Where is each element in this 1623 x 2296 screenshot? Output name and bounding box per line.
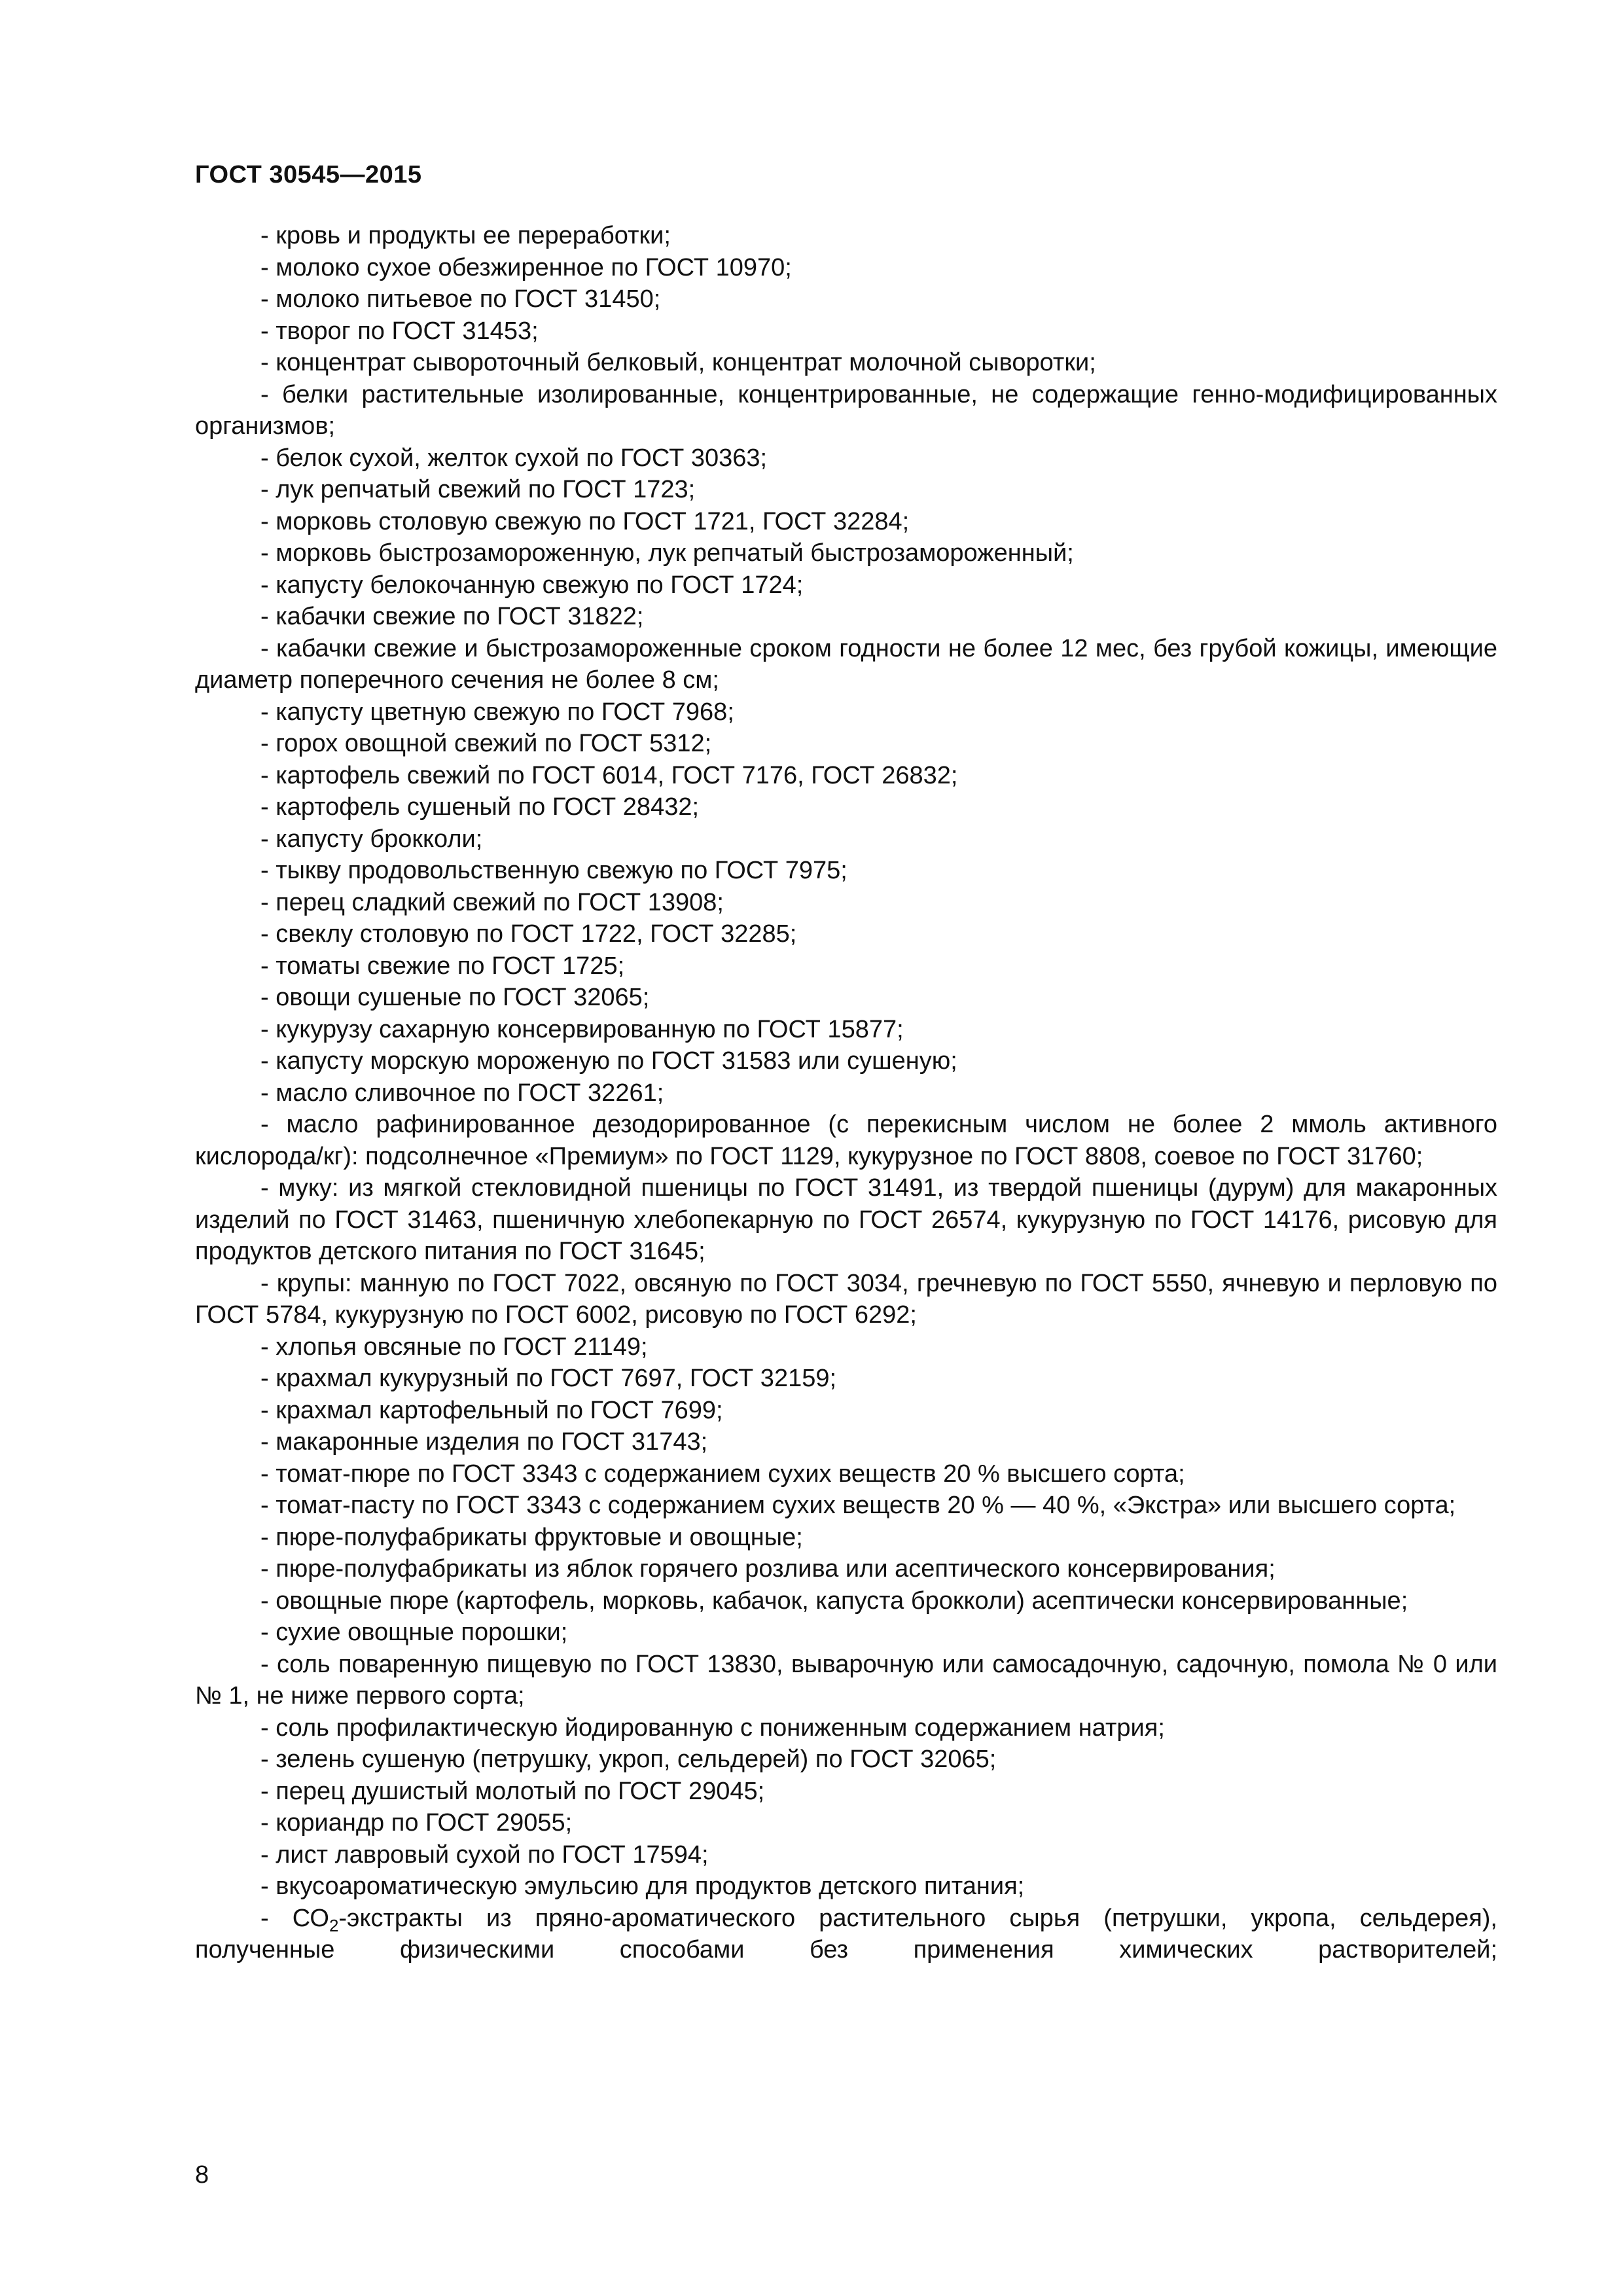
list-item: - крахмал кукурузный по ГОСТ 7697, ГОСТ 32159;	[260, 1365, 837, 1392]
list-item: - картофель свежий по ГОСТ 6014, ГОСТ 7176, ГОСТ 26832;	[260, 761, 958, 789]
list-item: - свеклу столовую по ГОСТ 1722, ГОСТ 32285;	[260, 920, 797, 948]
list-item: - горох овощной свежий по ГОСТ 5312;	[260, 730, 712, 757]
ingredient-list	[195, 220, 1497, 1966]
list-item: - томаты свежие по ГОСТ 1725;	[260, 952, 625, 980]
list-item: - пюре-полуфабрикаты фруктовые и овощные;	[260, 1523, 803, 1551]
standard-header: ГОСТ 30545—2015	[195, 161, 422, 188]
list-item: - крупы: манную по ГОСТ 7022, овсяную по ГОСТ 3034, гречневую по ГОСТ 5550, ячневую и перловую по ГОСТ 5784, кукурузную по ГОСТ 6002, рисовую по ГОСТ 6292;	[195, 1269, 1497, 1329]
list-item: - белок сухой, желток сухой по ГОСТ 30363;	[260, 444, 768, 472]
list-item: - лист лавровый сухой по ГОСТ 17594;	[260, 1840, 709, 1869]
list-item: - капусту брокколи;	[260, 825, 483, 853]
list-item: - перец сладкий свежий по ГОСТ 13908;	[260, 888, 724, 916]
list-item: - молоко сухое обезжиренное по ГОСТ 10970;	[260, 253, 792, 281]
list-item: - сухие овощные порошки;	[260, 1619, 568, 1646]
list-item: - тыкву продовольственную свежую по ГОСТ 7975;	[260, 857, 847, 884]
list-item: - творог по ГОСТ 31453;	[260, 317, 539, 345]
list-item: - макаронные изделия по ГОСТ 31743;	[260, 1428, 708, 1456]
list-item: - хлопья овсяные по ГОСТ 21149;	[260, 1333, 648, 1361]
list-item: - белки растительные изолированные, концентрированные, не содержащие генно-модифицированных организмов;	[195, 380, 1497, 440]
list-item: - концентрат сывороточный белковый, концентрат молочной сыворотки;	[260, 349, 1096, 376]
list-item: - пюре-полуфабрикаты из яблок горячего розлива или асептического консервирования;	[260, 1555, 1275, 1583]
list-item: - зелень сушеную (петрушку, укроп, сельдерей) по ГОСТ 32065;	[260, 1746, 997, 1773]
list-item: - капусту белокочанную свежую по ГОСТ 1724;	[260, 571, 804, 599]
list-item: - капусту цветную свежую по ГОСТ 7968;	[260, 698, 734, 726]
list-item: - кровь и продукты ее переработки;	[260, 222, 671, 249]
page-number: 8	[195, 2161, 209, 2189]
list-item: - кабачки свежие по ГОСТ 31822;	[260, 603, 644, 630]
list-item: - капусту морскую мороженую по ГОСТ 31583 или сушеную;	[260, 1047, 957, 1075]
list-item: - морковь столовую свежую по ГОСТ 1721, ГОСТ 32284;	[260, 507, 910, 535]
list-item-co2-extracts: - $СО_2$-экстракты из пряно-ароматического растительного сырья (петрушки, укропа, сельдерея), полученные физическими способами без применения химических растворителей;	[195, 1904, 1497, 1964]
list-item: - молоко питьевое по ГОСТ 31450;	[260, 285, 661, 313]
list-item: - томат-пасту по ГОСТ 3343 с содержанием сухих веществ 20 % — 40 %, «Экстра» или высшего сорта;	[260, 1492, 1456, 1519]
list-item: - соль поваренную пищевую по ГОСТ 13830, выварочную или самосадочную, садочную, помола № 0 или № 1, не ниже первого сорта;	[195, 1650, 1497, 1710]
list-item: - картофель сушеный по ГОСТ 28432;	[260, 793, 700, 821]
list-item: - кабачки свежие и быстрозамороженные сроком годности не более 12 мес, без грубой кожицы, имеющие диаметр поперечного сечения не более 8 см;	[195, 634, 1497, 694]
list-item: - соль профилактическую йодированную с пониженным содержанием натрия;	[260, 1713, 1165, 1742]
list-item: - кориандр по ГОСТ 29055;	[260, 1809, 573, 1837]
list-item: - масло сливочное по ГОСТ 32261;	[260, 1079, 664, 1107]
list-item: - муку: из мягкой стекловидной пшеницы по ГОСТ 31491, из твердой пшеницы (дурум) для макаронных изделий по ГОСТ 31463, пшеничную хлебопекарную по ГОСТ 26574, кукурузную по ГОСТ 14176, рисовую для продуктов детского питания по ГОСТ 31645;	[195, 1174, 1497, 1265]
list-item: - лук репчатый свежий по ГОСТ 1723;	[260, 476, 696, 503]
list-item: - масло рафинированное дезодорированное (с перекисным числом не более 2 ммоль активного кислорода/кг): подсолнечное «Премиум» по ГОСТ 1129, кукурузное по ГОСТ 8808, соевое по ГОСТ 31760;	[195, 1111, 1497, 1170]
list-item: - морковь быстрозамороженную, лук репчатый быстрозамороженный;	[260, 539, 1074, 567]
list-item: - перец душистый молотый по ГОСТ 29045;	[260, 1777, 765, 1805]
list-item: - вкусоароматическую эмульсию для продуктов детского питания;	[260, 1873, 1025, 1900]
list-item: - овощи сушеные по ГОСТ 32065;	[260, 984, 650, 1011]
list-item: - овощные пюре (картофель, морковь, кабачок, капуста брокколи) асептически консервированные;	[260, 1587, 1408, 1615]
list-item: - кукурузу сахарную консервированную по ГОСТ 15877;	[260, 1015, 904, 1043]
list-item: - томат-пюре по ГОСТ 3343 с содержанием сухих веществ 20 % высшего сорта;	[260, 1460, 1185, 1488]
list-item: - крахмал картофельный по ГОСТ 7699;	[260, 1396, 723, 1424]
